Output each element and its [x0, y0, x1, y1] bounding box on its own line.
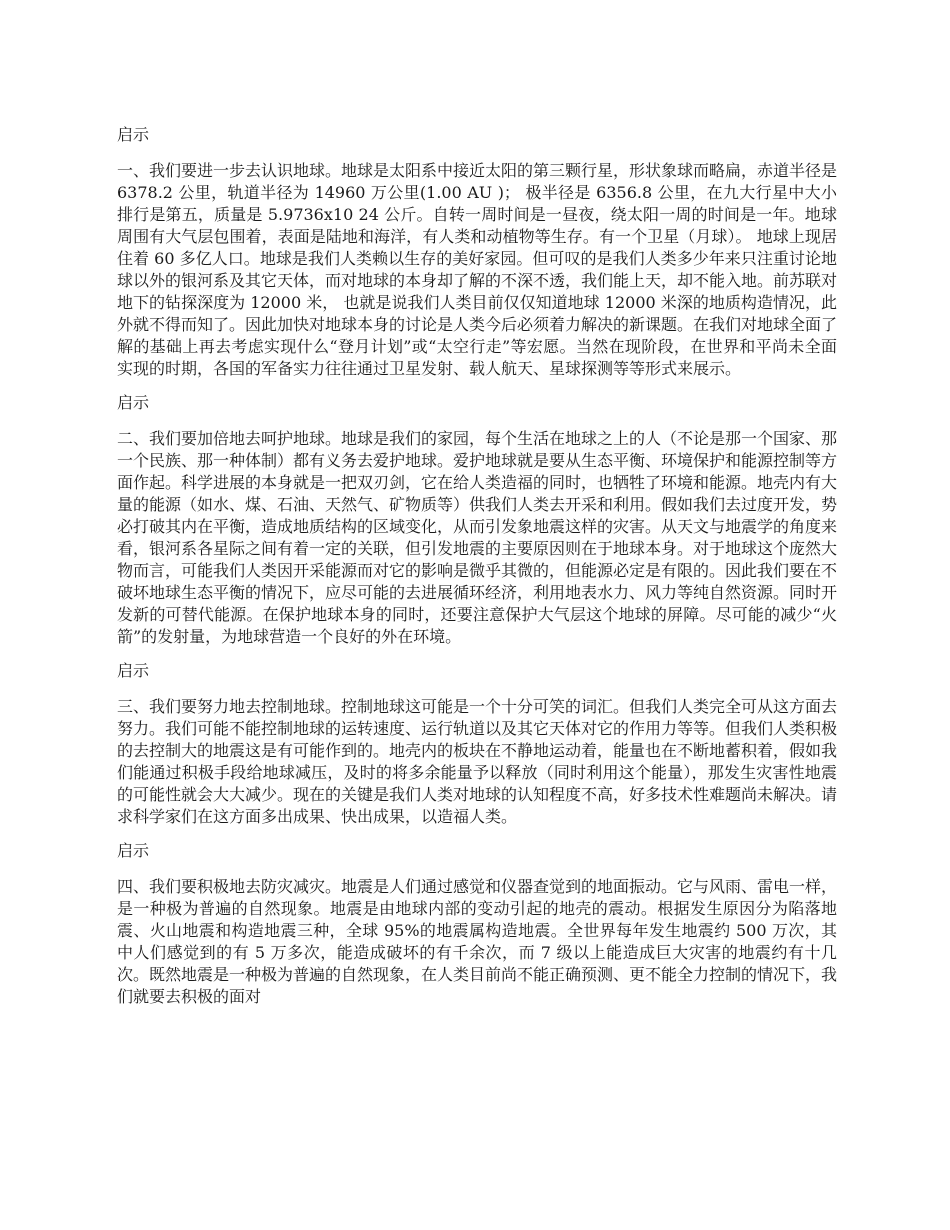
- section-heading: 启示: [117, 125, 150, 144]
- section-paragraph: 二、我们要加倍地去呵护地球。地球是我们的家园，每个生活在地球之上的人（不论是那一个国家、那一个民族、那一种体制）都有义务去爱护地球。爱护地球就是要从生态平衡、环境保护和能源控制等方面作起。科学进展的本身就是一把双刃剑，它在给人类造福的同时，也牺牲了环境和能源。地壳内有大量的能源（如水、煤、石油、天然气、矿物质等）供我们人类去开采和利用。假如我们去过度开发，势必打破其内在平衡，造成地质结构的区域变化，从而引发象地震这样的灾害。从天文与地震学的角度来看，银河系各星际之间有着一定的关联，但引发地震的主要原因则在于地球本身。对于地球这个庞然大物而言，可能我们人类因开采能源而对它的影响是微乎其微的，但能源必定是有限的。因此我们要在不破坏地球生态平衡的情况下，应尽可能的去进展循环经济，利用地表水力、风力等纯自然资源。同时开发新的可替代能源。在保护地球本身的同时，还要注意保护大气层这个地球的屏障。尽可能的减少“火箭”的发射量，为地球营造一个良好的外在环境。: [117, 429, 838, 646]
- section-heading: 启示: [117, 841, 150, 860]
- document-page: [117, 124, 837, 1020]
- section-paragraph: 四、我们要积极地去防灾减灾。地震是人们通过感觉和仪器查觉到的地面振动。它与风雨、雷电一样，是一种极为普遍的自然现象。地震是由地球内部的变动引起的地壳的震动。根据发生原因分为陷落地震、火山地震和构造地震三种，全球 95%的地震属构造地震。全世界每年发生地震约 500 万次，其中人们感觉到的有 5 万多次，能造成破坏的有千余次，而 7 级以上能造成巨大灾害的地震约有十几次。既然地震是一种极为普遍的自然现象，在人类目前尚不能正确预测、更不能全力控制的情况下，我们就要去积极的面对: [117, 877, 838, 1006]
- section-paragraph: 一、我们要进一步去认识地球。地球是太阳系中接近太阳的第三颗行星，形状象球而略扁，赤道半径是 6378.2 公里，轨道半径为 14960 万公里(1.00 AU )； 极半径是 6356.8 公里，在九大行星中大小排行是第五，质量是 5.9736x10 24 公斤。自转一周时间是一昼夜，绕太阳一周的时间是一年。地球周围有大气层包围着，表面是陆地和海洋，有人类和动植物等生存。有一个卫星（月球）。 地球上现居住着 60 多亿人口。地球是我们人类赖以生存的美好家园。但可叹的是我们人类多少年来只注重讨论地球以外的银河系及其它天体，而对地球的本身却了解的不深不透，我们能上天，却不能入地。前苏联对地下的钻探深度为 12000 米， 也就是说我们人类目前仅仅知道地球 12000 米深的地质构造情况，此外就不得而知了。因此加快对地球本身的讨论是人类今后必须着力解决的新课题。在我们对地球全面了解的基础上再去考虑实现什么“登月计划”或“太空行走”等宏愿。当然在现阶段，在世界和平尚未全面实现的时期，各国的军备实力往往通过卫星发射、载人航天、星球探测等等形式来展示。: [117, 161, 838, 378]
- section-heading: 启示: [117, 393, 150, 412]
- section-heading: 启示: [117, 661, 150, 680]
- section-paragraph: 三、我们要努力地去控制地球。控制地球这可能是一个十分可笑的词汇。但我们人类完全可从这方面去努力。我们可能不能控制地球的运转速度、运行轨道以及其它天体对它的作用力等等。但我们人类积极的去控制大的地震这是有可能作到的。地壳内的板块在不静地运动着，能量也在不断地蓄积着，假如我们能通过积极手段给地球减压，及时的将多余能量予以释放（同时利用这个能量），那发生灾害性地震的可能性就会大大减少。现在的关键是我们人类对地球的认知程度不高，好多技术性难题尚未解决。请求科学家们在这方面多出成果、快出成果，以造福人类。: [117, 697, 838, 826]
